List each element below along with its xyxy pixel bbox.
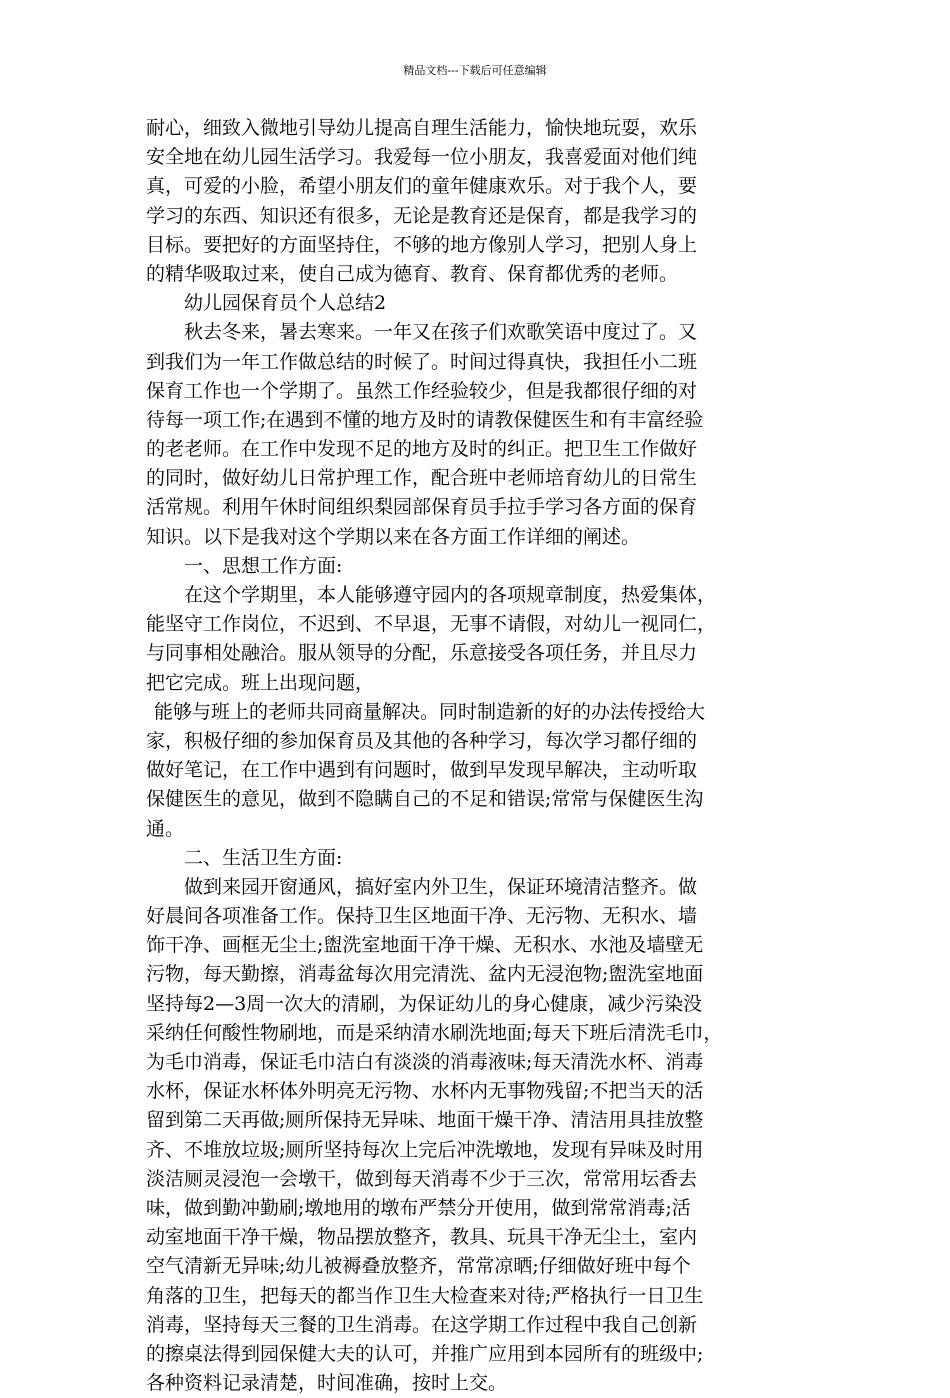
text-line: 在这个学期里，本人能够遵守园内的各项规章制度，热爱集体， (184, 584, 717, 606)
text-line: 活常规。利用午休时间组织梨园部保育员手拉手学习各方面的保育 (146, 496, 698, 519)
text-line: 污物，每天勤擦，消毒盆每次用完清洗、盆内无浸泡物;盥洗室地面 (146, 963, 704, 986)
text-line: 能够与班上的老师共同商量解决。同时制造新的好的办法传授给大 (154, 700, 706, 723)
text-line: 与同事相处融洽。服从领导的分配，乐意接受各项任务，并且尽力 (146, 642, 698, 665)
text-line: 味，做到勤冲勤刷;墩地用的墩布严禁分开使用，做到常常消毒;活 (146, 1196, 691, 1219)
text-line: 留到第二天再做;厕所保持无异味、地面干燥干净、清洁用具挂放整 (146, 1109, 704, 1132)
text-line: 淡洁厕灵浸泡一会墩干，做到每天消毒不少于三次，常常用坛香去 (146, 1167, 698, 1190)
text-line: 秋去冬来，暑去寒来。一年又在孩子们欢歌笑语中度过了。又 (184, 321, 698, 344)
text-line: 好晨间各项准备工作。保持卫生区地面干净、无污物、无积水、墙 (146, 905, 698, 928)
text-line: 消毒，坚持每天三餐的卫生消毒。在这学期工作过程中我自己创新 (146, 1313, 698, 1336)
text-line: 到我们为一年工作做总结的时候了。时间过得真快，我担任小二班 (146, 350, 698, 373)
text-line: 家，积极仔细的参加保育员及其他的各种学习，每次学习都仔细的 (146, 729, 698, 752)
text-line: 做到来园开窗通风，搞好室内外卫生，保证环境清洁整齐。做 (184, 875, 698, 898)
text-line: 动室地面干净干燥，物品摆放整齐，教具、玩具干净无尘土，室内 (146, 1226, 698, 1249)
text-line: 保健医生的意见，做到不隐瞒自己的不足和错误;常常与保健医生沟 (146, 788, 704, 811)
page-header: 精品文档---下载后可任意编辑 (403, 64, 547, 77)
text-line: 各种资料记录清楚，时间准确，按时上交。 (146, 1372, 508, 1395)
text-line: 把它完成。班上出现问题， (146, 671, 375, 694)
text-line: 采纳任何酸性物刷地，而是采纳清水刷洗地面;每天下班后清洗毛巾， (146, 1021, 723, 1044)
text-line: 的老老师。在工作中发现不足的地方及时的纠正。把卫生工作做好 (146, 438, 698, 461)
text-line: 通。 (146, 817, 185, 840)
text-line: 目标。要把好的方面坚持住，不够的地方像别人学习，把别人身上 (146, 233, 698, 256)
text-line: 待每一项工作;在遇到不懂的地方及时的请教保健医生和有丰富经验 (146, 408, 704, 431)
text-line: 坚持每2—3周一次大的清刷，为保证幼儿的身心健康，减少污染没 (146, 992, 703, 1015)
text-line: 饰干净、画框无尘土;盥洗室地面干净干燥、无积水、水池及墙壁无 (146, 934, 704, 957)
text-line: 水杯，保证水杯体外明亮无污物、水杯内无事物残留;不把当天的活 (146, 1080, 704, 1103)
text-line: 二、生活卫生方面: (184, 846, 343, 869)
document-body (146, 114, 836, 1398)
text-line: 为毛巾消毒，保证毛巾洁白有淡淡的消毒液味;每天清洗水杯、消毒 (146, 1051, 704, 1073)
text-line: 真，可爱的小脸，希望小朋友们的童年健康欢乐。对于我个人，要 (146, 175, 698, 198)
text-line: 保育工作也一个学期了。虽然工作经验较少，但是我都很仔细的对 (146, 379, 698, 402)
text-line: 幼儿园保育员个人总结2 (184, 292, 387, 315)
text-line: 知识。以下是我对这个学期以来在各方面工作详细的阐述。 (146, 525, 641, 548)
text-line: 空气清新无异味;幼儿被褥叠放整齐，常常凉晒;仔细做好班中每个 (146, 1255, 691, 1278)
text-line: 的擦桌法得到园保健大夫的认可，并推广应用到本园所有的班级中; (146, 1342, 704, 1365)
text-line: 一、思想工作方面: (184, 554, 343, 577)
text-line: 能坚守工作岗位，不迟到、不早退，无事不请假，对幼儿一视同仁， (146, 613, 717, 636)
text-line: 齐、不堆放垃圾;厕所坚持每次上完后冲洗墩地，发现有异味及时用 (146, 1138, 704, 1161)
text-line: 学习的东西、知识还有很多，无论是教育还是保育，都是我学习的 (146, 204, 698, 227)
text-line: 耐心，细致入微地引导幼儿提高自理生活能力，愉快地玩耍，欢乐 (146, 117, 698, 139)
text-line: 的精华吸取过来，使自己成为德育、教育、保育都优秀的老师。 (146, 262, 679, 285)
text-line: 的同时，做好幼儿日常护理工作，配合班中老师培育幼儿的日常生 (146, 467, 698, 490)
text-line: 角落的卫生，把每天的都当作卫生大检查来对待;严格执行一日卫生 (146, 1284, 704, 1307)
text-line: 做好笔记，在工作中遇到有问题时，做到早发现早解决，主动听取 (146, 759, 698, 782)
text-line: 安全地在幼儿园生活学习。我爱每一位小朋友，我喜爱面对他们纯 (146, 146, 698, 169)
